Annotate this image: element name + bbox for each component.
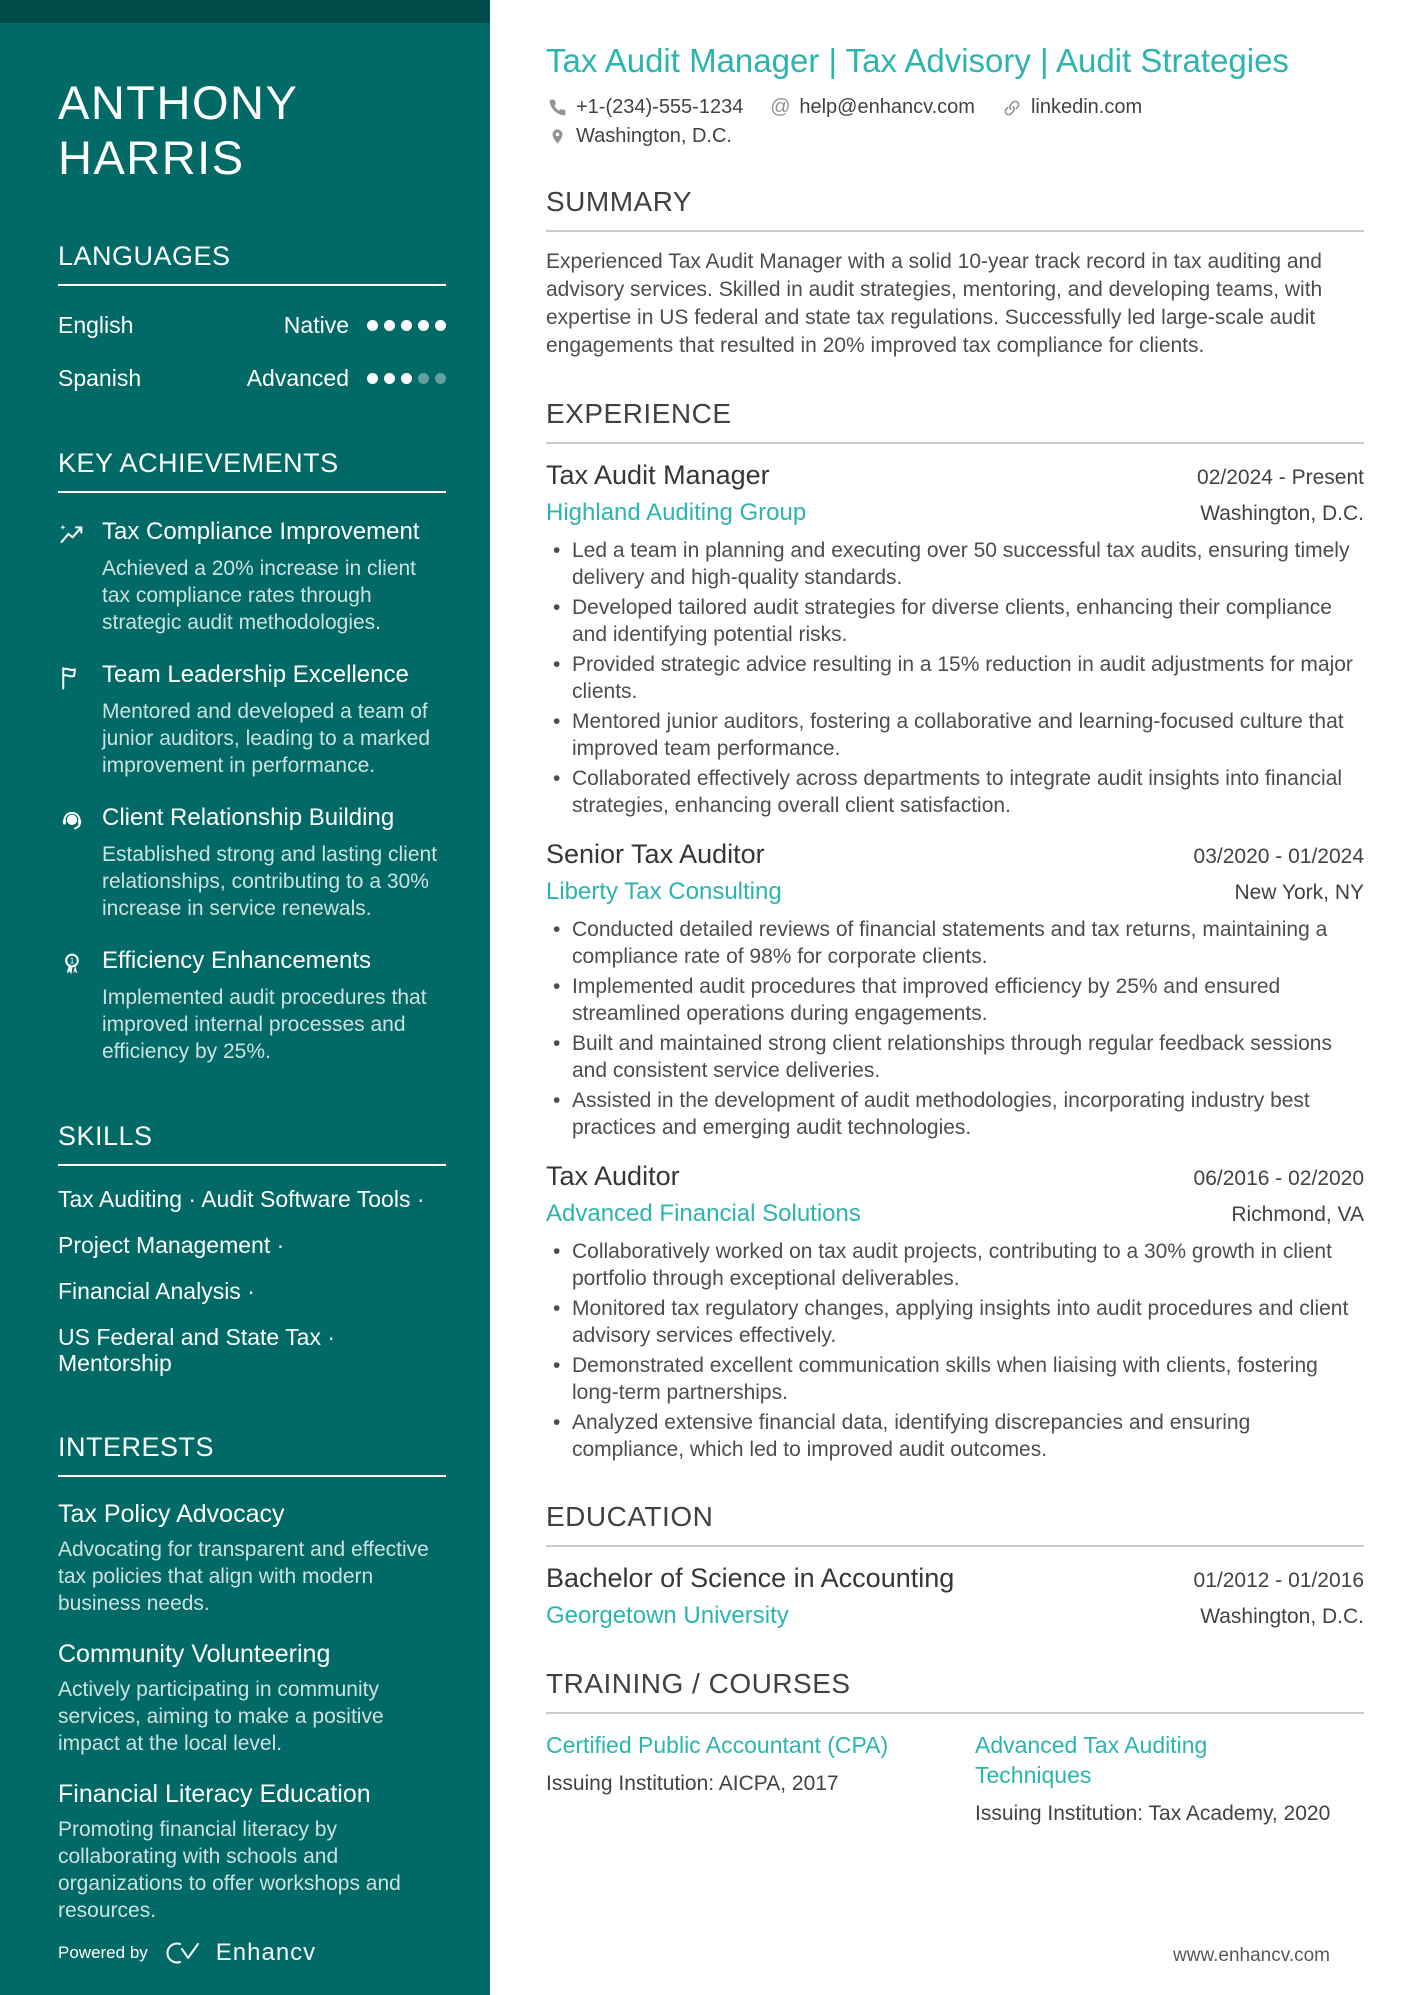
header [546,42,1364,148]
sidebar-top-band [0,0,490,23]
skills-line: Project Management · [58,1232,285,1258]
headset-icon [58,803,102,922]
achievement-title: Efficiency Enhancements [102,947,372,974]
phone-contact[interactable] [546,96,743,119]
link-icon [1001,98,1023,118]
skills-heading: SKILLS [58,1121,153,1151]
achievement-item [58,660,446,779]
job-bullet: • Implemented audit procedures that improved efficiency by 25% and ensured streamlined operations during engagements. [546,973,1364,1027]
interest-item [58,1779,446,1924]
phone-number: +1-(234)-555-1234 [576,96,744,118]
achievements-heading: KEY ACHIEVEMENTS [58,448,339,478]
brand-name: Enhancv [215,1939,317,1966]
at-icon: @ [770,96,791,118]
languages-section [58,241,446,392]
skills-line: Tax Auditing · Audit Software Tools · [58,1186,425,1212]
job-bullets [546,1238,1364,1463]
job-bullet: • Demonstrated excellent communication skills when liaising with clients, fostering long-term partnerships. [546,1352,1364,1406]
job-role: Tax Auditor [546,1161,680,1191]
course-entry [975,1730,1364,1826]
candidate-first-name: ANTHONY [58,76,299,129]
sidebar [0,0,490,1995]
education-divider [546,1545,1364,1547]
course-name: Certified Public Accountant (CPA) [546,1732,889,1758]
job-location: Washington, D.C. [1200,502,1364,525]
job-bullet: • Assisted in the development of audit methodologies, incorporating industry best practices and emerging audit technologies. [546,1087,1364,1141]
enhancv-logo-icon [162,1940,202,1966]
interest-description: Advocating for transparent and effective tax policies that align with modern business needs. [58,1538,429,1615]
powered-by-label: Powered by [58,1943,148,1962]
linkedin-contact[interactable] [1001,96,1142,119]
education-heading: EDUCATION [546,1501,714,1532]
job-bullets [546,537,1364,819]
interest-item [58,1639,446,1757]
job-bullets [546,916,1364,1141]
interests-heading: INTERESTS [58,1432,215,1462]
job-entry [546,460,1364,819]
education-section [546,1501,1364,1630]
achievement-description: Established strong and lasting client relationships, contributing to a 30% increase in service renewals. [102,843,438,920]
flag-icon [58,660,102,779]
job-bullet: • Monitored tax regulatory changes, applying insights into audit procedures and client advisory services effectively. [546,1295,1364,1349]
interest-title: Community Volunteering [58,1640,331,1668]
course-institution: Issuing Institution: AICPA, 2017 [546,1772,839,1795]
interests-divider [58,1475,446,1477]
trending-up-icon [58,517,102,636]
linkedin-url: linkedin.com [1030,96,1143,118]
summary-text: Experienced Tax Audit Manager with a solid 10-year track record in tax auditing and advisory services. Skilled in audit strategies, mentoring, and developing teams, with expertise in US federal and state tax regulations. Successfully led large-scale audit engagements that resulted in 20% improved tax compliance for clients. [546,250,1323,357]
interests-section [58,1432,446,1924]
experience-section [546,398,1364,1463]
job-company: Highland Auditing Group [546,499,807,526]
language-level: Advanced [246,365,349,391]
language-row-spanish [58,365,446,392]
job-dates: 03/2020 - 01/2024 [1193,845,1364,868]
achievement-item [58,517,446,636]
achievement-title: Tax Compliance Improvement [102,518,420,545]
interest-description: Promoting financial literacy by collaborating with schools and organizations to offer workshops and resources. [58,1818,401,1922]
job-bullet: • Provided strategic advice resulting in a 15% reduction in audit adjustments for major clients. [546,651,1364,705]
location-pin-icon [546,127,568,146]
language-name: Spanish [58,365,142,391]
language-name: English [58,312,134,338]
skills-section [58,1121,446,1376]
language-proficiency-dots [367,320,446,331]
skills-line: Financial Analysis · [58,1278,255,1304]
job-bullet: • Built and maintained strong client relationships through regular feedback sessions and consistent service deliveries. [546,1030,1364,1084]
language-row-english [58,312,446,339]
main-content [490,0,1410,1995]
job-company: Advanced Financial Solutions [546,1200,861,1227]
job-company: Liberty Tax Consulting [546,878,782,905]
medal-icon [58,946,102,1065]
interest-description: Actively participating in community services, aiming to make a positive impact at the local level. [58,1678,384,1755]
job-bullet: • Developed tailored audit strategies for diverse clients, enhancing their compliance and identifying potential risks. [546,594,1364,648]
job-location: Richmond, VA [1231,1203,1364,1226]
education-location: Washington, D.C. [1200,1605,1364,1628]
job-entry [546,839,1364,1141]
job-bullet: • Mentored junior auditors, fostering a collaborative and learning-focused culture that improved team performance. [546,708,1364,762]
interest-item [58,1499,446,1617]
skills-line: US Federal and State Tax · Mentorship [58,1324,335,1376]
achievement-item [58,946,446,1065]
achievements-section [58,448,446,1065]
job-dates: 06/2016 - 02/2020 [1193,1167,1364,1190]
achievement-description: Achieved a 20% increase in client tax compliance rates through strategic audit methodologies. [102,557,417,634]
achievement-description: Mentored and developed a team of junior auditors, leading to a marked improvement in performance. [102,700,431,777]
languages-heading: LANGUAGES [58,241,231,271]
languages-divider [58,284,446,286]
course-entry [546,1730,935,1826]
language-proficiency-dots [367,373,446,384]
candidate-last-name: HARRIS [58,131,245,184]
job-bullet: • Conducted detailed reviews of financial statements and tax returns, maintaining a compliance rate of 98% for corporate clients. [546,916,1364,970]
achievement-title: Team Leadership Excellence [102,661,409,688]
training-section [546,1668,1364,1826]
training-heading: TRAINING / COURSES [546,1668,851,1699]
achievement-description: Implemented audit procedures that improved internal processes and efficiency by 25%. [102,986,427,1063]
job-role: Tax Audit Manager [546,460,770,490]
summary-section [546,186,1364,360]
svg-text:1: 1 [69,956,75,966]
course-name: Advanced Tax Auditing Techniques [975,1732,1208,1788]
job-dates: 02/2024 - Present [1197,466,1364,489]
education-degree: Bachelor of Science in Accounting [546,1563,955,1593]
job-bullet: • Collaboratively worked on tax audit projects, contributing to a 30% growth in client portfolio through exceptional deliverables. [546,1238,1364,1292]
skills-divider [58,1164,446,1166]
powered-by-footer [58,1939,316,1967]
job-role: Senior Tax Auditor [546,839,765,869]
location-contact [546,125,732,148]
education-school: Georgetown University [546,1602,789,1629]
job-bullet: • Collaborated effectively across departments to integrate audit insights into financial strategies, enhancing overall client satisfaction. [546,765,1364,819]
summary-divider [546,230,1364,232]
achievements-divider [58,491,446,493]
training-divider [546,1712,1364,1714]
achievement-title: Client Relationship Building [102,804,395,831]
job-bullet: • Analyzed extensive financial data, identifying discrepancies and ensuring compliance, which led to improved audit outcomes. [546,1409,1364,1463]
candidate-name [58,75,446,185]
job-bullet: • Led a team in planning and executing over 50 successful tax audits, ensuring timely delivery and high-quality standards. [546,537,1364,591]
job-entry [546,1161,1364,1463]
email-contact[interactable] [769,96,975,119]
experience-divider [546,442,1364,444]
education-dates: 01/2012 - 01/2016 [1193,1569,1364,1592]
website-footer[interactable]: www.enhancv.com [1173,1945,1330,1966]
headline: Tax Audit Manager | Tax Advisory | Audit Strategies [546,42,1289,79]
location-text: Washington, D.C. [576,125,732,147]
interest-title: Tax Policy Advocacy [58,1500,285,1528]
email-address: help@enhancv.com [799,96,975,118]
experience-heading: EXPERIENCE [546,398,732,429]
course-institution: Issuing Institution: Tax Academy, 2020 [975,1802,1331,1825]
achievement-item [58,803,446,922]
summary-heading: SUMMARY [546,186,693,217]
interest-title: Financial Literacy Education [58,1780,371,1808]
phone-icon [546,98,568,117]
language-level: Native [283,312,349,338]
job-location: New York, NY [1234,881,1364,904]
